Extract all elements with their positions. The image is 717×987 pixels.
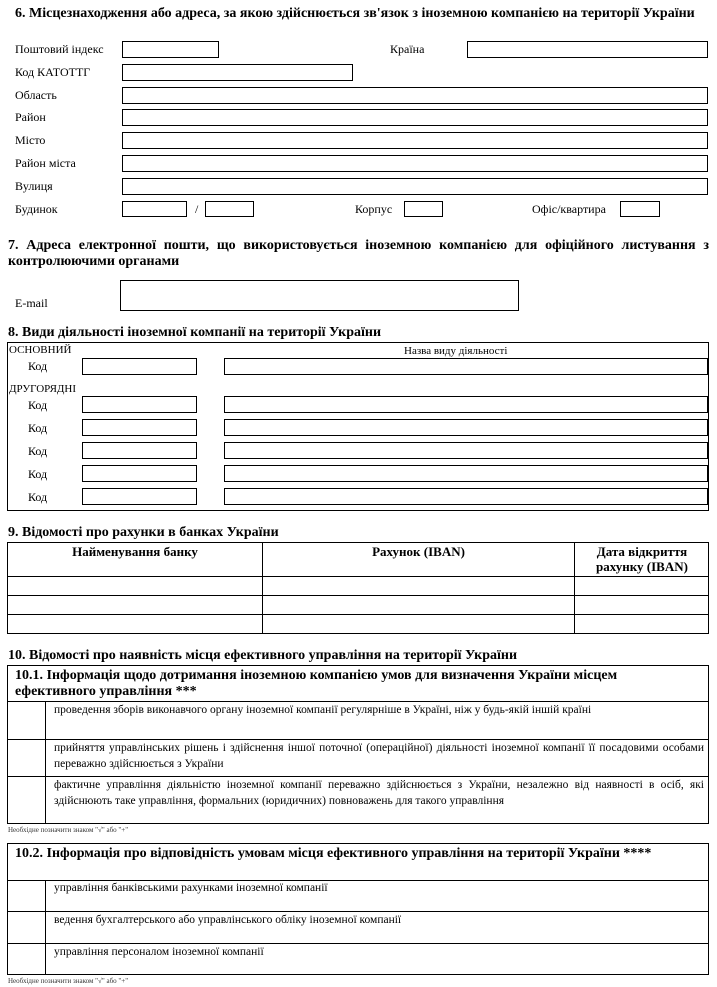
main-code-field[interactable] xyxy=(82,358,197,375)
secondary-code-label: Код xyxy=(28,490,48,504)
condition-text-1: проведення зборів виконавчого органу іноземної компанії регулярніше в Україні, ніж у будь-якій іншій країні xyxy=(54,704,592,716)
opening-date-cell[interactable] xyxy=(575,595,708,613)
secondary-code-field[interactable] xyxy=(82,419,197,436)
compliance-text-1: управління банківськими рахунками іноземної компанії xyxy=(54,882,328,894)
main-activity-name-field[interactable] xyxy=(224,358,708,375)
bank-name-cell[interactable] xyxy=(8,595,262,613)
building-field[interactable] xyxy=(122,201,187,217)
country-field[interactable] xyxy=(467,41,708,58)
section-7-title: 7. Адреса електронної пошти, що використовується іноземною компанією для офіційного листування з контролюючими органами xyxy=(8,238,709,269)
main-activity-label: ОСНОВНИЙ xyxy=(9,344,72,356)
office-label: Офіс/квартира xyxy=(532,202,606,216)
katottg-field[interactable] xyxy=(122,64,353,81)
secondary-activity-label: ДРУГОРЯДНІ xyxy=(9,383,77,395)
condition-checkbox-2[interactable] xyxy=(8,739,45,775)
city-district-label: Район міста xyxy=(15,156,76,170)
email-field[interactable] xyxy=(120,280,519,311)
street-label: Вулиця xyxy=(15,179,53,193)
compliance-checkbox-1[interactable] xyxy=(8,880,45,910)
postal-code-label: Поштовий індекс xyxy=(15,42,104,56)
district-label: Район xyxy=(15,110,46,124)
block-field[interactable] xyxy=(404,201,443,217)
secondary-code-field[interactable] xyxy=(82,396,197,413)
compliance-text-2: ведення бухгалтерського або управлінського обліку іноземної компанії xyxy=(54,914,402,926)
mark-note: Необхідне позначити знаком "√" або "+" xyxy=(8,977,129,985)
subsection-10-2-title: 10.2. Інформація про відповідність умовам місця ефективного управління на території України **** xyxy=(15,846,652,861)
katottg-label: Код КАТОТТГ xyxy=(15,65,91,79)
region-field[interactable] xyxy=(122,87,708,104)
main-code-label: Код xyxy=(28,359,48,373)
section-9-title: 9. Відомості про рахунки в банках України xyxy=(8,525,279,540)
secondary-code-label: Код xyxy=(28,421,48,435)
secondary-activity-name-field[interactable] xyxy=(224,396,708,413)
secondary-code-label: Код xyxy=(28,398,48,412)
building-slash: / xyxy=(195,202,199,216)
secondary-code-field[interactable] xyxy=(82,465,197,482)
compliance-checkbox-3[interactable] xyxy=(8,943,45,973)
city-district-field[interactable] xyxy=(122,155,708,172)
postal-code-field[interactable] xyxy=(122,41,219,58)
account-iban-header: Рахунок (IBAN) xyxy=(372,544,465,559)
opening-date-cell[interactable] xyxy=(575,614,708,632)
secondary-code-label: Код xyxy=(28,467,48,481)
street-field[interactable] xyxy=(122,178,708,195)
secondary-activity-name-field[interactable] xyxy=(224,465,708,482)
secondary-activity-name-field[interactable] xyxy=(224,442,708,459)
opening-date-cell[interactable] xyxy=(575,576,708,594)
condition-checkbox-1[interactable] xyxy=(8,701,45,738)
city-field[interactable] xyxy=(122,132,708,149)
building-fraction-field[interactable] xyxy=(205,201,254,217)
account-iban-cell[interactable] xyxy=(263,595,574,613)
district-field[interactable] xyxy=(122,109,708,126)
condition-text-3: фактичне управління діяльністю іноземної компанії переважно здійснюється з України, незалежно від наявності в осіб, які здійснюють таке управління, формальних (юридичних) повноважень для такого управління xyxy=(54,779,704,807)
secondary-activity-name-field[interactable] xyxy=(224,419,708,436)
section-8-title: 8. Види діяльності іноземної компанії на території України xyxy=(8,325,382,340)
condition-checkbox-3[interactable] xyxy=(8,776,45,822)
compliance-checkbox-2[interactable] xyxy=(8,911,45,942)
subsection-10-1-title: 10.1. Інформація щодо дотримання іноземною компанією умов для визначення України місцем ефективного управління *** xyxy=(15,668,618,699)
block-label: Корпус xyxy=(355,202,393,216)
secondary-code-field[interactable] xyxy=(82,442,197,459)
city-label: Місто xyxy=(15,133,46,147)
account-iban-cell[interactable] xyxy=(263,576,574,594)
secondary-activity-name-field[interactable] xyxy=(224,488,708,505)
secondary-code-field[interactable] xyxy=(82,488,197,505)
office-field[interactable] xyxy=(620,201,660,217)
building-label: Будинок xyxy=(15,202,58,216)
country-label: Країна xyxy=(390,42,425,56)
email-label: E-mail xyxy=(15,296,48,310)
section-6-title: 6. Місцезнаходження або адреса, за якою здійснюється зв'язок з іноземною компанією на території України xyxy=(15,6,695,21)
activity-name-header: Назва виду діяльності xyxy=(404,345,508,357)
bank-name-header: Найменування банку xyxy=(72,544,198,559)
bank-name-cell[interactable] xyxy=(8,576,262,594)
mark-note: Необхідне позначити знаком "√" або "+" xyxy=(8,826,129,834)
region-label: Область xyxy=(15,88,57,102)
opening-date-header: Дата відкриття рахунку (IBAN) xyxy=(596,544,688,574)
account-iban-cell[interactable] xyxy=(263,614,574,632)
section-10-title: 10. Відомості про наявність місця ефективного управління на території України xyxy=(8,648,518,663)
compliance-text-3: управління персоналом іноземної компанії xyxy=(54,946,264,958)
secondary-code-label: Код xyxy=(28,444,48,458)
condition-text-2: прийняття управлінських рішень і здійснення іншої поточної (операційної) діяльності іноземної компанії її посадовими особами переважно здійснюється з України xyxy=(54,742,704,770)
bank-name-cell[interactable] xyxy=(8,614,262,632)
